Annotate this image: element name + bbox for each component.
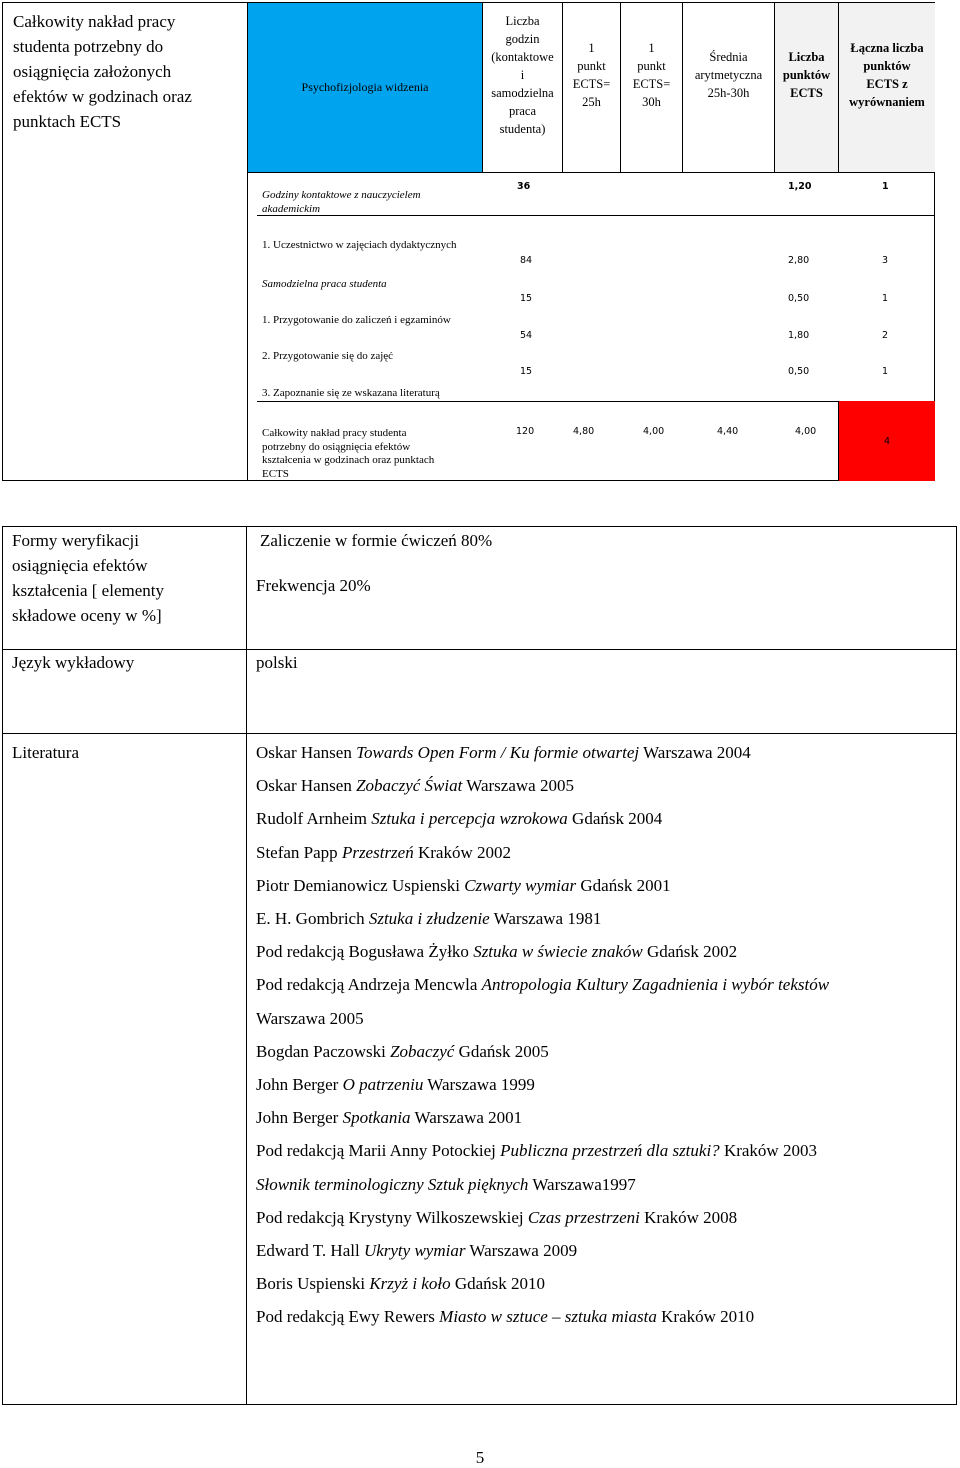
row-hours: 54 (520, 330, 533, 341)
literature-title: Zobaczyć (390, 1041, 455, 1061)
verification-label (12, 528, 164, 628)
total-hours: 120 (516, 426, 535, 437)
literature-text: Pod redakcją Marii Anny Potockiej (256, 1141, 501, 1161)
label-line: akademickim (262, 203, 321, 215)
label-line: Formy weryfikacji (12, 531, 139, 550)
course-name-cell (248, 3, 482, 172)
workload-title-line: efektów w godzinach oraz (13, 87, 192, 106)
literature-entry (256, 1240, 577, 1262)
literature-text: Warszawa 2005 (462, 776, 574, 796)
col-header-line: Łączna liczba (850, 40, 924, 55)
literature-text: Edward T. Hall (256, 1241, 364, 1260)
literature-text: John Berger (256, 1108, 343, 1128)
label-line: ECTS (262, 467, 289, 480)
literature-title: Ukryty wymiar (363, 1241, 466, 1260)
verification-item: Frekwencja 20% (256, 576, 371, 595)
total-ects25: 4,80 (573, 426, 595, 437)
column-divider (246, 527, 247, 735)
col-header-line: ECTS (790, 85, 823, 100)
workload-title-line: punktach ECTS (13, 112, 122, 131)
total-points: 4,00 (795, 426, 817, 437)
col-header-line: punkt (637, 58, 666, 73)
literature-table (2, 734, 957, 1405)
workload-title-line: Całkowity nakład pracy (13, 12, 176, 31)
literature-title: Antropologia Kultury Zagadnienia i wybór tekstów (481, 975, 830, 995)
literature-text: Kraków 2010 (656, 1307, 755, 1327)
row-points: 2 (882, 330, 889, 341)
literature-entry (256, 1273, 545, 1295)
row-ects: 2,80 (788, 255, 810, 266)
col-header-line: 1 (588, 40, 595, 55)
literature-title: Zobaczyć Świat (356, 776, 463, 796)
row-ects: 1,80 (788, 330, 810, 341)
literature-entry (256, 908, 601, 930)
verification-table (2, 526, 957, 734)
literature-text: Kraków 2008 (639, 1207, 738, 1227)
literature-text: Pod redakcją Andrzeja Mencwla (256, 975, 482, 995)
literature-text: Kraków 2002 (413, 842, 511, 862)
contact-points-value: 1 (882, 181, 889, 192)
literature-entry (256, 941, 737, 963)
literature-label: Literatura (12, 743, 80, 762)
literature-entry (256, 974, 829, 996)
literature-title: Sztuka w świecie znaków (473, 942, 643, 962)
row-points: 1 (882, 366, 889, 377)
literature-entry (256, 742, 751, 764)
literature-title: Krzyż i koło (369, 1274, 451, 1294)
literature-entry (256, 1306, 754, 1328)
col-average-header (682, 3, 774, 172)
literature-title: Spotkania (342, 1108, 411, 1128)
literature-text: Rudolf Arnheim (256, 809, 372, 829)
literature-text: – (547, 1307, 565, 1327)
literature-title: Czas przestrzeni (527, 1207, 640, 1227)
workload-title-line: osiągnięcia założonych (13, 62, 172, 81)
label-line: osiągnięcia efektów (12, 556, 148, 575)
col-header-line: ECTS= (572, 76, 611, 91)
col-header-line: 1 (648, 40, 655, 55)
literature-entry (256, 842, 511, 864)
literature-text: Oskar Hansen (256, 743, 357, 762)
literature-text: Pod redakcją Ewy Rewers (256, 1307, 440, 1327)
literature-entry (256, 1041, 549, 1063)
literature-text: Warszawa 1981 (489, 909, 602, 928)
language-label: Język wykładowy (12, 653, 135, 672)
literature-title: O patrzeniu (342, 1075, 424, 1094)
total-final-points: 4 (883, 435, 891, 447)
row-points: 3 (882, 255, 889, 266)
self-work-item: 3. Zapoznanie się ze wskazana literaturą (262, 387, 440, 399)
literature-title: Słownik terminologiczny Sztuk pięknych (256, 1174, 529, 1194)
col-header-line: 25h (582, 94, 601, 109)
col-header-line: studenta) (499, 121, 546, 136)
literature-entry (256, 1207, 737, 1229)
row-points: 1 (882, 293, 889, 304)
contact-hours-label (262, 188, 421, 216)
literature-text: Gdańsk 2004 (567, 809, 663, 829)
label-line: kształcenia w godzinach oraz punktach (262, 454, 435, 466)
literature-entry (256, 1008, 364, 1030)
column-divider (246, 734, 247, 1405)
workload-title-line: studenta potrzebny do (13, 37, 164, 56)
row-hours: 84 (520, 255, 533, 266)
language-value: polski (256, 653, 298, 672)
verification-item: Zaliczenie w formie ćwiczeń 80% (260, 531, 493, 550)
total-label (262, 427, 477, 481)
literature-entry (256, 808, 662, 830)
literature-text: Warszawa 2001 (410, 1108, 523, 1128)
literature-text: Warszawa 2005 (256, 1008, 364, 1028)
total-average: 4,40 (717, 426, 739, 437)
col-header-line: samodzielna (491, 85, 554, 100)
row-divider (257, 401, 935, 402)
literature-text: Gdańsk 2005 (454, 1041, 549, 1061)
col-header-line: Liczba (505, 13, 540, 28)
literature-title: Przestrzeń (341, 842, 414, 862)
col-ects30-header (620, 3, 682, 172)
self-work-label: Samodzielna praca studenta (262, 278, 387, 290)
literature-text: Pod redakcją Bogusława Żyłko (256, 942, 474, 962)
col-header-line: wyrównaniem (849, 94, 925, 109)
literature-text: Bogdan Paczowski (256, 1041, 391, 1061)
col-header-line: i (520, 67, 525, 82)
page-number: 5 (475, 1448, 485, 1467)
literature-entry (256, 1107, 522, 1129)
literature-text: Oskar Hansen (256, 776, 357, 796)
literature-text: Piotr Demianowicz Uspienski (256, 875, 465, 895)
row-ects: 0,50 (788, 293, 810, 304)
literature-text: Stefan Papp (256, 842, 342, 862)
row-divider (3, 649, 956, 650)
literature-text: Warszawa 2009 (465, 1241, 578, 1260)
row-hours: 15 (520, 366, 533, 377)
contact-ects-value: 1,20 (788, 181, 812, 192)
self-work-item: 1. Przygotowanie do zaliczeń i egzaminów (262, 314, 451, 326)
literature-title: Sztuka i percepcja wzrokowa (371, 809, 568, 829)
contact-hours-value: 36 (517, 181, 531, 192)
col-header-line: 25h-30h (707, 85, 750, 100)
literature-text: John Berger (256, 1075, 343, 1094)
col-header-line: godzin (505, 31, 540, 46)
literature-title: Sztuka i złudzenie (368, 909, 490, 928)
row-divider (257, 215, 935, 216)
label-line: Godziny kontaktowe z nauczycielem (262, 189, 421, 201)
col-header-line: ECTS= (632, 76, 671, 91)
literature-text: Gdańsk 2001 (576, 875, 671, 895)
literature-text: Pod redakcją Krystyny Wilkoszewskiej (256, 1207, 528, 1227)
col-header-line: ECTS z (866, 76, 908, 91)
literature-text: Boris Uspienski (256, 1274, 370, 1294)
literature-entry (256, 875, 671, 897)
literature-text: E. H. Gombrich (256, 909, 369, 928)
literature-entry (256, 1140, 817, 1162)
header-divider (248, 172, 935, 173)
label-line: Całkowity nakład pracy studenta (262, 427, 407, 439)
literature-title: Publiczna przestrzeń dla sztuki? (500, 1141, 720, 1161)
literature-text: Warszawa 2004 (639, 743, 751, 762)
literature-title: Miasto w sztuce (439, 1307, 548, 1327)
literature-title: sztuka miasta (564, 1307, 657, 1327)
col-header-line: Liczba (788, 49, 825, 64)
col-points-header (774, 3, 838, 172)
col-header-line: punkt (577, 58, 606, 73)
label-line: składowe oceny w %] (12, 606, 162, 625)
col-total-points-header (838, 3, 935, 172)
col-header-line: arytmetyczna (694, 67, 763, 82)
col-hours-header (482, 3, 562, 172)
literature-title: Czwarty wymiar (464, 875, 577, 895)
row-hours: 15 (520, 293, 533, 304)
literature-entry (256, 1074, 535, 1096)
contact-item: 1. Uczestnictwo w zajęciach dydaktycznych (262, 239, 457, 251)
literature-text: Gdańsk 2010 (450, 1274, 546, 1294)
col-header-line: (kontaktowe (491, 49, 554, 64)
literature-text: Kraków 2003 (719, 1141, 817, 1161)
total-final-points-cell (838, 401, 935, 481)
literature-text: Warszawa 1999 (423, 1075, 535, 1094)
literature-text: Gdańsk 2002 (642, 942, 738, 962)
col-header-line: punktów (782, 67, 831, 82)
col-header-line: 30h (642, 94, 661, 109)
col-header-line: Średnia (709, 49, 748, 64)
col-header-line: punktów (863, 58, 911, 73)
row-ects: 0,50 (788, 366, 810, 377)
label-line: potrzebny do osiągnięcia efektów (262, 440, 411, 453)
course-name: Psychofizjologia widzenia (301, 80, 429, 94)
literature-text: Warszawa1997 (528, 1174, 636, 1194)
label-line: kształcenia [ elementy (12, 581, 164, 600)
col-ects25-header (562, 3, 620, 172)
total-ects30: 4,00 (643, 426, 665, 437)
literature-entry (256, 775, 574, 797)
literature-entry (256, 1174, 636, 1196)
workload-title-cell (2, 2, 247, 481)
literature-title: Towards Open Form / Ku formie otwartej (356, 743, 640, 762)
self-work-item: 2. Przygotowanie się do zajęć (262, 350, 394, 362)
col-header-line: praca (508, 103, 537, 118)
